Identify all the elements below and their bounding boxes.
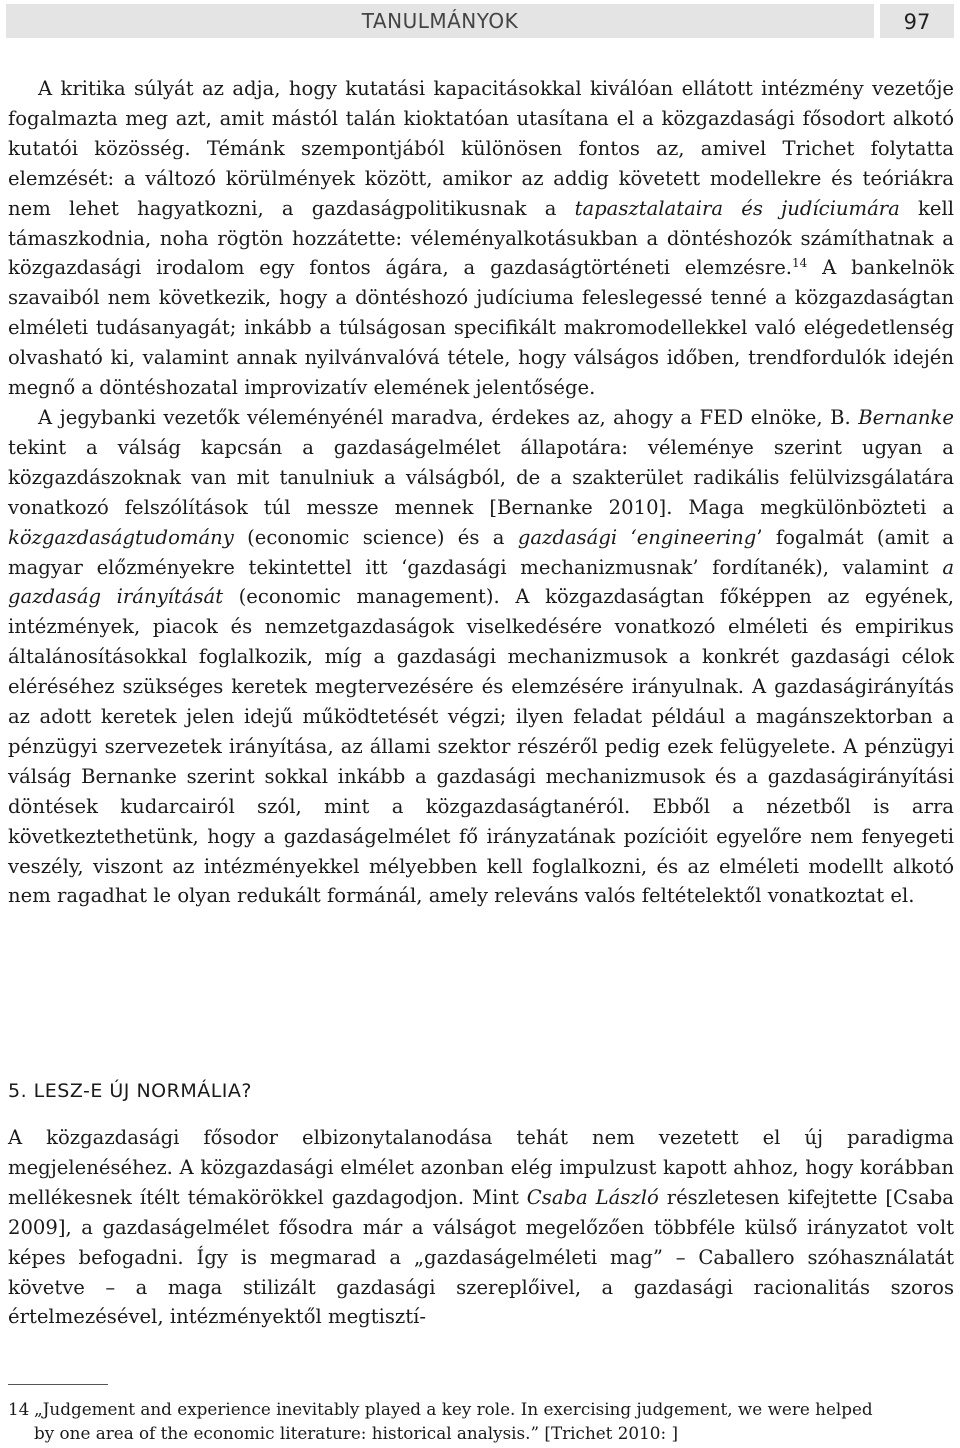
- paragraph-2: [8, 403, 954, 911]
- page-number: 97: [880, 4, 954, 38]
- text-run: (economic management). A közgazdaságtan főképpen az egyének, intézmények, piacok és nemzetgazdaságok viselkedésére vonatkozó elméleti és empirikus általánosításokkal foglalkozik, míg a gazdasági mechanizmusok a konkrét gazdasági célok eléréséhez szükséges keretek megtervezésére és elemzésére irányulnak. A gazdaságirányítás az adott keretek jelen idejű működtetését végzi; ilyen feladat például a magánszektorban a pénzügyi szervezetek irányítása, az állami szektor részéről pedig ezek felügyelete. A pénzügyi válság Bernanke szerint sokkal inkább a gazdasági mechanizmusok és a gazdaságirányítási döntések kudarcairól szól, mint a közgazdaságtanéról. Ebből a nézetből is arra következtethetünk, hogy a gazdaságelmélet fő irányzatának pozícióit egyelőre nem fenyegeti veszély, viszont az intézményekkel mélyebben kell foglalkozni, és az elméleti modellt alkotó nem ragadhat le olyan redukált formánál, amely releváns valós feltételektől vonatkoztat el.: [8, 585, 954, 908]
- section-text: [8, 1123, 954, 1332]
- italic-run: a gazdaság irányítását: [8, 555, 954, 609]
- text-run: (economic science) és a: [233, 525, 518, 549]
- section-heading: 5. LESZ-E ÚJ NORMÁLIA?: [8, 1079, 252, 1102]
- text-run: kell támaszkodnia, noha rögtön hozzátette: véleményalkotásukban a döntéshozók számíthatnak a közgazdasági irodalom egy fontos ágára, a gazdaságtörténeti elemzésre.: [8, 196, 954, 280]
- footnote-line-2: by one area of the economic literature: historical analysis.” [Trichet 2010: ]: [34, 1423, 678, 1443]
- footnote-number: 14: [8, 1399, 30, 1419]
- text-run: A jegybanki vezetők véleményénél maradva, érdekes az, ahogy a FED elnöke, B.: [38, 405, 859, 429]
- running-header: [6, 4, 954, 38]
- text-run: ’ fogalmát (amit a magyar előzményekre tekintettel itt ‘gazdasági mechanizmusnak’ fordítanék), valamint: [8, 525, 954, 579]
- section-title: TANULMÁNYOK: [361, 9, 519, 33]
- italic-run: közgazdaságtudomány: [8, 525, 234, 549]
- footnote-line-1: „Judgement and experience inevitably played a key role. In exercising judgement, we were helped: [34, 1399, 873, 1419]
- text-run: tekint a válság kapcsán a gazdaságelmélet állapotára: véleménye szerint ugyan a közgazdászoknak van mit tanulniuk a válságból, de a szakterület radikális felülvizsgálatára vonatkozó felszólítások túl messze mennek [Bernanke 2010]. Maga megkülönbözteti a: [8, 435, 954, 519]
- footnote: [8, 1397, 954, 1445]
- italic-run: Csaba László: [526, 1185, 659, 1209]
- text-run: A közgazdasági fősodor elbizonytalanodása tehát nem vezetett el új paradigma megjelenéséhez. A közgazdasági elmélet azonban elég impulzust kapott ahhoz, hogy korábban mellékesnek ítélt témakörökkel gazdagodjon. Mint: [8, 1126, 954, 1209]
- main-text: [8, 74, 954, 911]
- italic-run: gazdasági ‘engineering: [517, 525, 757, 549]
- italic-run: Bernanke: [858, 405, 954, 429]
- paragraph-1: [8, 74, 954, 403]
- text-run: A kritika súlyát az adja, hogy kutatási kapacitásokkal kiválóan ellátott intézmény vezetője fogalmazta meg azt, amit mástól talán kioktatóan utasítana el a közgazdasági fősodort alkotó kutatói közösség. Témánk szempontjából különösen fontos az, amivel Trichet folytatta elemzését: a változó körülmények között, amikor az addig követett modellekre és teóriákra nem lehet hagyatkozni, a gazdaságpolitikusnak a: [8, 77, 954, 220]
- footnote-ref[interactable]: 14: [792, 256, 808, 271]
- text-run: részletesen kifejtette [Csaba 2009], a gazdaságelmélet fősodra már a válságot megelőzően többféle külső irányzatot volt képes befogadni. Így is megmarad a „gazdaságelméleti mag” – Caballero szóhasználatát követve – a maga stilizált gazdasági szereplőivel, a gazdasági racionalitás szoros értelmezésével, intézményektől megtisztí-: [8, 1185, 954, 1329]
- italic-run: tapasztalataira és judíciumára: [574, 196, 900, 220]
- footnote-divider: [8, 1384, 108, 1385]
- paragraph-3: [8, 1123, 954, 1332]
- text-run: A bankelnök szavaiból nem következik, hogy a döntéshozó judíciuma feleslegessé tenné a közgazdaságtan elméleti tudásanyagát; inkább a túlságosan specifikált makromodellekkel való elégedetlenség olvasható ki, valamint annak nyilvánvalóvá tétele, hogy válságos időben, trendfordulók idején megnő a döntéshozatal improvizatív elemének jelentősége.: [8, 256, 954, 400]
